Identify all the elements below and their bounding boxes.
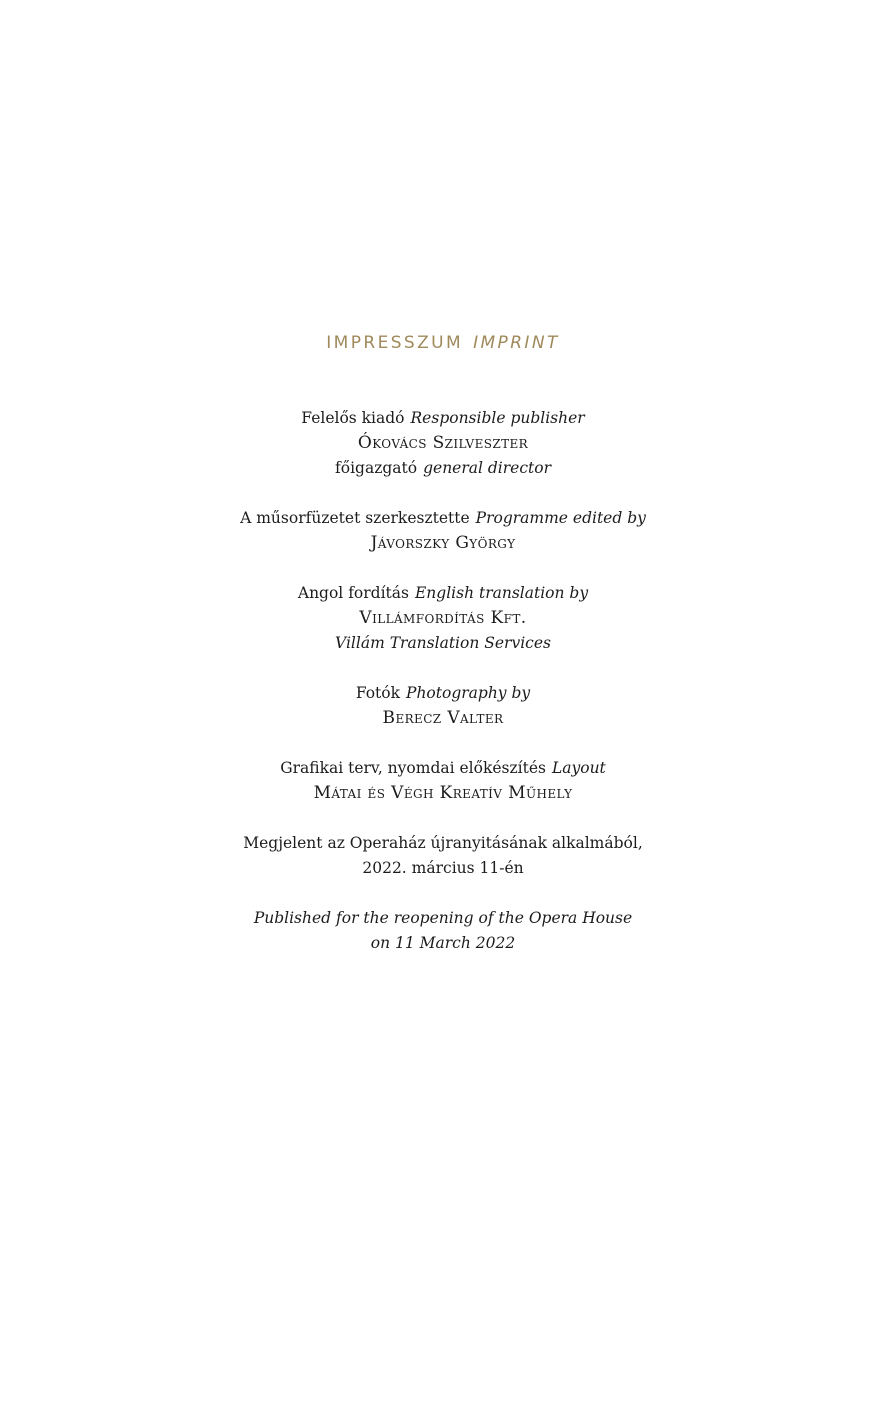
publication-note-en-line-2: on 11 March 2022: [370, 934, 516, 952]
translation-company-name: Villámfordítás Kft.: [359, 608, 527, 628]
publication-note-hu-line-2: 2022. március 11-én: [362, 859, 524, 877]
heading-english: IMPRINT: [473, 333, 560, 353]
imprint-heading: [0, 331, 886, 355]
layout-role-hu: Grafikai terv, nyomdai előkészítés: [280, 759, 546, 777]
publisher-role-en: Responsible publisher: [410, 409, 585, 427]
editor-role-hu: A műsorfüzetet szerkesztette: [240, 509, 470, 527]
publication-note-en: [0, 906, 886, 956]
translation-company-name-en: Villám Translation Services: [335, 634, 551, 652]
heading-hungarian: IMPRESSZUM: [326, 333, 464, 353]
publisher-name: Ókovács Szilveszter: [357, 433, 529, 453]
publisher-title-en: general director: [423, 459, 551, 477]
editor-role-en: Programme edited by: [475, 509, 646, 527]
layout-role-en: Layout: [551, 759, 606, 777]
publisher-role-hu: Felelős kiadó: [301, 409, 405, 427]
translation-role-en: English translation by: [414, 584, 589, 602]
photographer-name: Berecz Valter: [382, 708, 504, 728]
publication-note-hu: [0, 831, 886, 881]
translation-role-hu: Angol fordítás: [297, 584, 409, 602]
publication-note-en-line-1: Published for the reopening of the Opera House: [253, 909, 633, 927]
publisher-title-hu: főigazgató: [335, 459, 418, 477]
publisher-block: [0, 406, 886, 481]
photography-role-hu: Fotók: [355, 684, 401, 702]
photography-block: [0, 681, 886, 731]
photography-role-en: Photography by: [406, 684, 531, 702]
translation-block: [0, 581, 886, 656]
layout-block: [0, 756, 886, 806]
publication-note-hu-line-1: Megjelent az Operaház újranyitásának alkalmából,: [243, 834, 643, 852]
layout-studio-name: Mátai és Végh Kreatív Műhely: [313, 783, 573, 803]
editor-name: Jávorszky György: [370, 533, 516, 553]
editor-block: [0, 506, 886, 556]
